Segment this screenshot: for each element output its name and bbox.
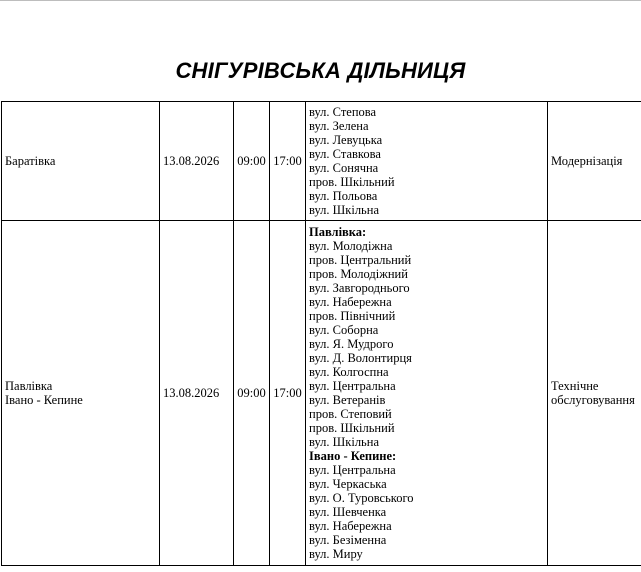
- table-row: [2, 221, 641, 566]
- street-item: пров. Шкільний: [309, 175, 395, 189]
- street-item: вул. Шкільна: [309, 435, 379, 449]
- street-item: вул. Миру: [309, 547, 363, 561]
- street-group-heading: Павлівка:: [309, 225, 367, 239]
- end-time-cell: 17:00: [270, 221, 306, 566]
- street-item: пров. Степовий: [309, 407, 392, 421]
- streets-cell: [306, 221, 548, 566]
- street-item: вул. Центральна: [309, 379, 396, 393]
- street-item: вул. Колгоспна: [309, 365, 389, 379]
- locality-name: Баратівка: [5, 154, 56, 168]
- page-title: СНІГУРІВСЬКА ДІЛЬНИЦЯ: [175, 58, 466, 83]
- street-item: вул. Левуцька: [309, 133, 383, 147]
- start-time-cell: 09:00: [234, 221, 270, 566]
- street-item: вул. Безіменна: [309, 533, 387, 547]
- work-type-cell: Модернізація: [548, 102, 641, 221]
- locality-cell: [2, 221, 160, 566]
- street-item: вул. Соборна: [309, 323, 379, 337]
- street-item: вул. Набережна: [309, 295, 392, 309]
- street-item: вул. Польова: [309, 189, 378, 203]
- date-cell: 13.08.2026: [160, 102, 234, 221]
- street-item: пров. Північний: [309, 309, 396, 323]
- outage-schedule-table: [1, 101, 641, 566]
- street-item: вул. Центральна: [309, 463, 396, 477]
- locality-name: Івано - Кепине: [5, 393, 83, 407]
- street-item: пров. Молодіжний: [309, 267, 408, 281]
- street-item: вул. Черкаська: [309, 477, 387, 491]
- top-divider: [0, 0, 641, 1]
- street-item: вул. Шевченка: [309, 505, 387, 519]
- street-item: вул. Д. Волонтирця: [309, 351, 412, 365]
- start-time-cell: 09:00: [234, 102, 270, 221]
- end-time-cell: 17:00: [270, 102, 306, 221]
- locality-cell: [2, 102, 160, 221]
- street-item: вул. Набережна: [309, 519, 392, 533]
- streets-cell: [306, 102, 548, 221]
- street-item: пров. Шкільний: [309, 421, 395, 435]
- street-item: вул. Молодіжна: [309, 239, 393, 253]
- street-item: вул. О. Туровського: [309, 491, 414, 505]
- street-item: вул. Ставкова: [309, 147, 381, 161]
- street-item: вул. Ветеранів: [309, 393, 386, 407]
- street-item: вул. Завгороднього: [309, 281, 410, 295]
- street-item: вул. Зелена: [309, 119, 369, 133]
- street-item: пров. Центральний: [309, 253, 412, 267]
- locality-name: Павлівка: [5, 379, 53, 393]
- street-item: вул. Я. Мудрого: [309, 337, 394, 351]
- date-cell: 13.08.2026: [160, 221, 234, 566]
- street-item: вул. Степова: [309, 105, 377, 119]
- street-group-heading: Івано - Кепине:: [309, 449, 397, 463]
- work-type-cell: Технічне обслуговування: [548, 221, 641, 566]
- table-row: [2, 102, 641, 221]
- street-item: вул. Шкільна: [309, 203, 379, 217]
- street-item: вул. Сонячна: [309, 161, 379, 175]
